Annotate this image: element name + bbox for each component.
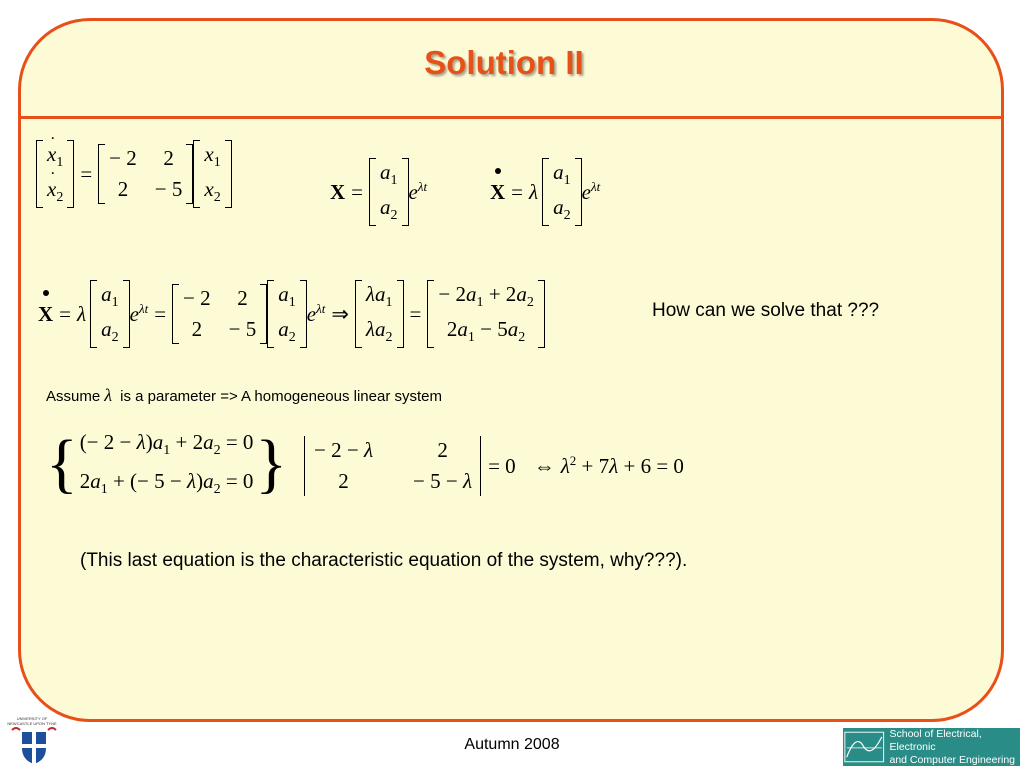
slide-title: Solution II	[424, 44, 584, 81]
determinant: − 2 − λ 2 2 − 5 − λ	[304, 436, 482, 496]
homogeneous-system: { (− $2 - \lambda)a_1 + 2a_2 = 0$ $2a_1$ + (− $5 - \lambda)a_2 = 0$ }	[46, 427, 288, 501]
matrix-x: $x_1$ $x_2$	[193, 140, 231, 208]
trial-derivative: X = λ $a_1$ $a_2$ $e^{\lambda t}$	[490, 158, 600, 226]
trial-solution: X = $a_1$ $a_2$ $e^{\lambda t}$	[330, 158, 427, 226]
school-logo	[843, 728, 1020, 766]
assume-rest: is a parameter => A homogeneous linear system	[115, 388, 442, 405]
ode-matrix-equation: . $x_1$ . $x_2$ = − 2 2 2 − 5 $x_1$ $x_2$	[36, 140, 232, 208]
substitution-equation: X = λ $a_1$ $a_2$ $e^{\lambda t}$ = − 2 2 2 − 5 $a_1$ $a_2$ $e^{\lambda t}$ ⇒ $\lambda a_1$ $\lambda a_2$ = − $2a_1 + 2a_2$ $2a_1 - 5a_2$	[38, 280, 545, 348]
waveform-logo-icon	[843, 728, 886, 766]
matrix-coefficients: − 2 2 2 − 5	[98, 144, 193, 204]
footer-text: Autumn 2008	[464, 736, 560, 753]
slide-frame	[18, 18, 1004, 722]
matrix-a-derivative: $a_1$ $a_2$	[542, 158, 582, 226]
matrix-a-rhs: $a_1$ $a_2$	[267, 280, 307, 348]
university-name: UNIVERSITY OF NEWCASTLE UPON TYNE	[7, 716, 57, 726]
assume-line	[46, 385, 442, 406]
crest-icon	[6, 726, 62, 766]
university-logo	[6, 716, 62, 766]
matrix-lambda-a: $\lambda a_1$ $\lambda a_2$	[355, 280, 404, 348]
matrix-a: $a_1$ $a_2$	[369, 158, 409, 226]
matrix-result: − $2a_1 + 2a_2$ $2a_1 - 5a_2$	[427, 280, 544, 348]
matrix-xdot: . $x_1$ . $x_2$	[36, 140, 74, 208]
matrix-a-lhs: $a_1$ $a_2$	[90, 280, 130, 348]
lambda-symbol: λ	[104, 385, 112, 405]
school-line-2: and Computer Engineering	[889, 753, 1015, 766]
note-text: (This last equation is the characteristic equation of the system, why???).	[80, 550, 688, 571]
matrix-coefficients-sub: − 2 2 2 − 5	[172, 284, 267, 344]
assume-prefix: Assume	[46, 388, 101, 405]
school-line-1: School of Electrical, Electronic	[889, 727, 982, 753]
determinant-equation: − 2 − λ 2 2 − 5 − λ = 0 ⇔ $\lambda^2 + 7\lambda + 6 = 0$	[304, 436, 684, 496]
title-divider	[18, 116, 1004, 119]
question-text: How can we solve that ???	[652, 300, 880, 321]
